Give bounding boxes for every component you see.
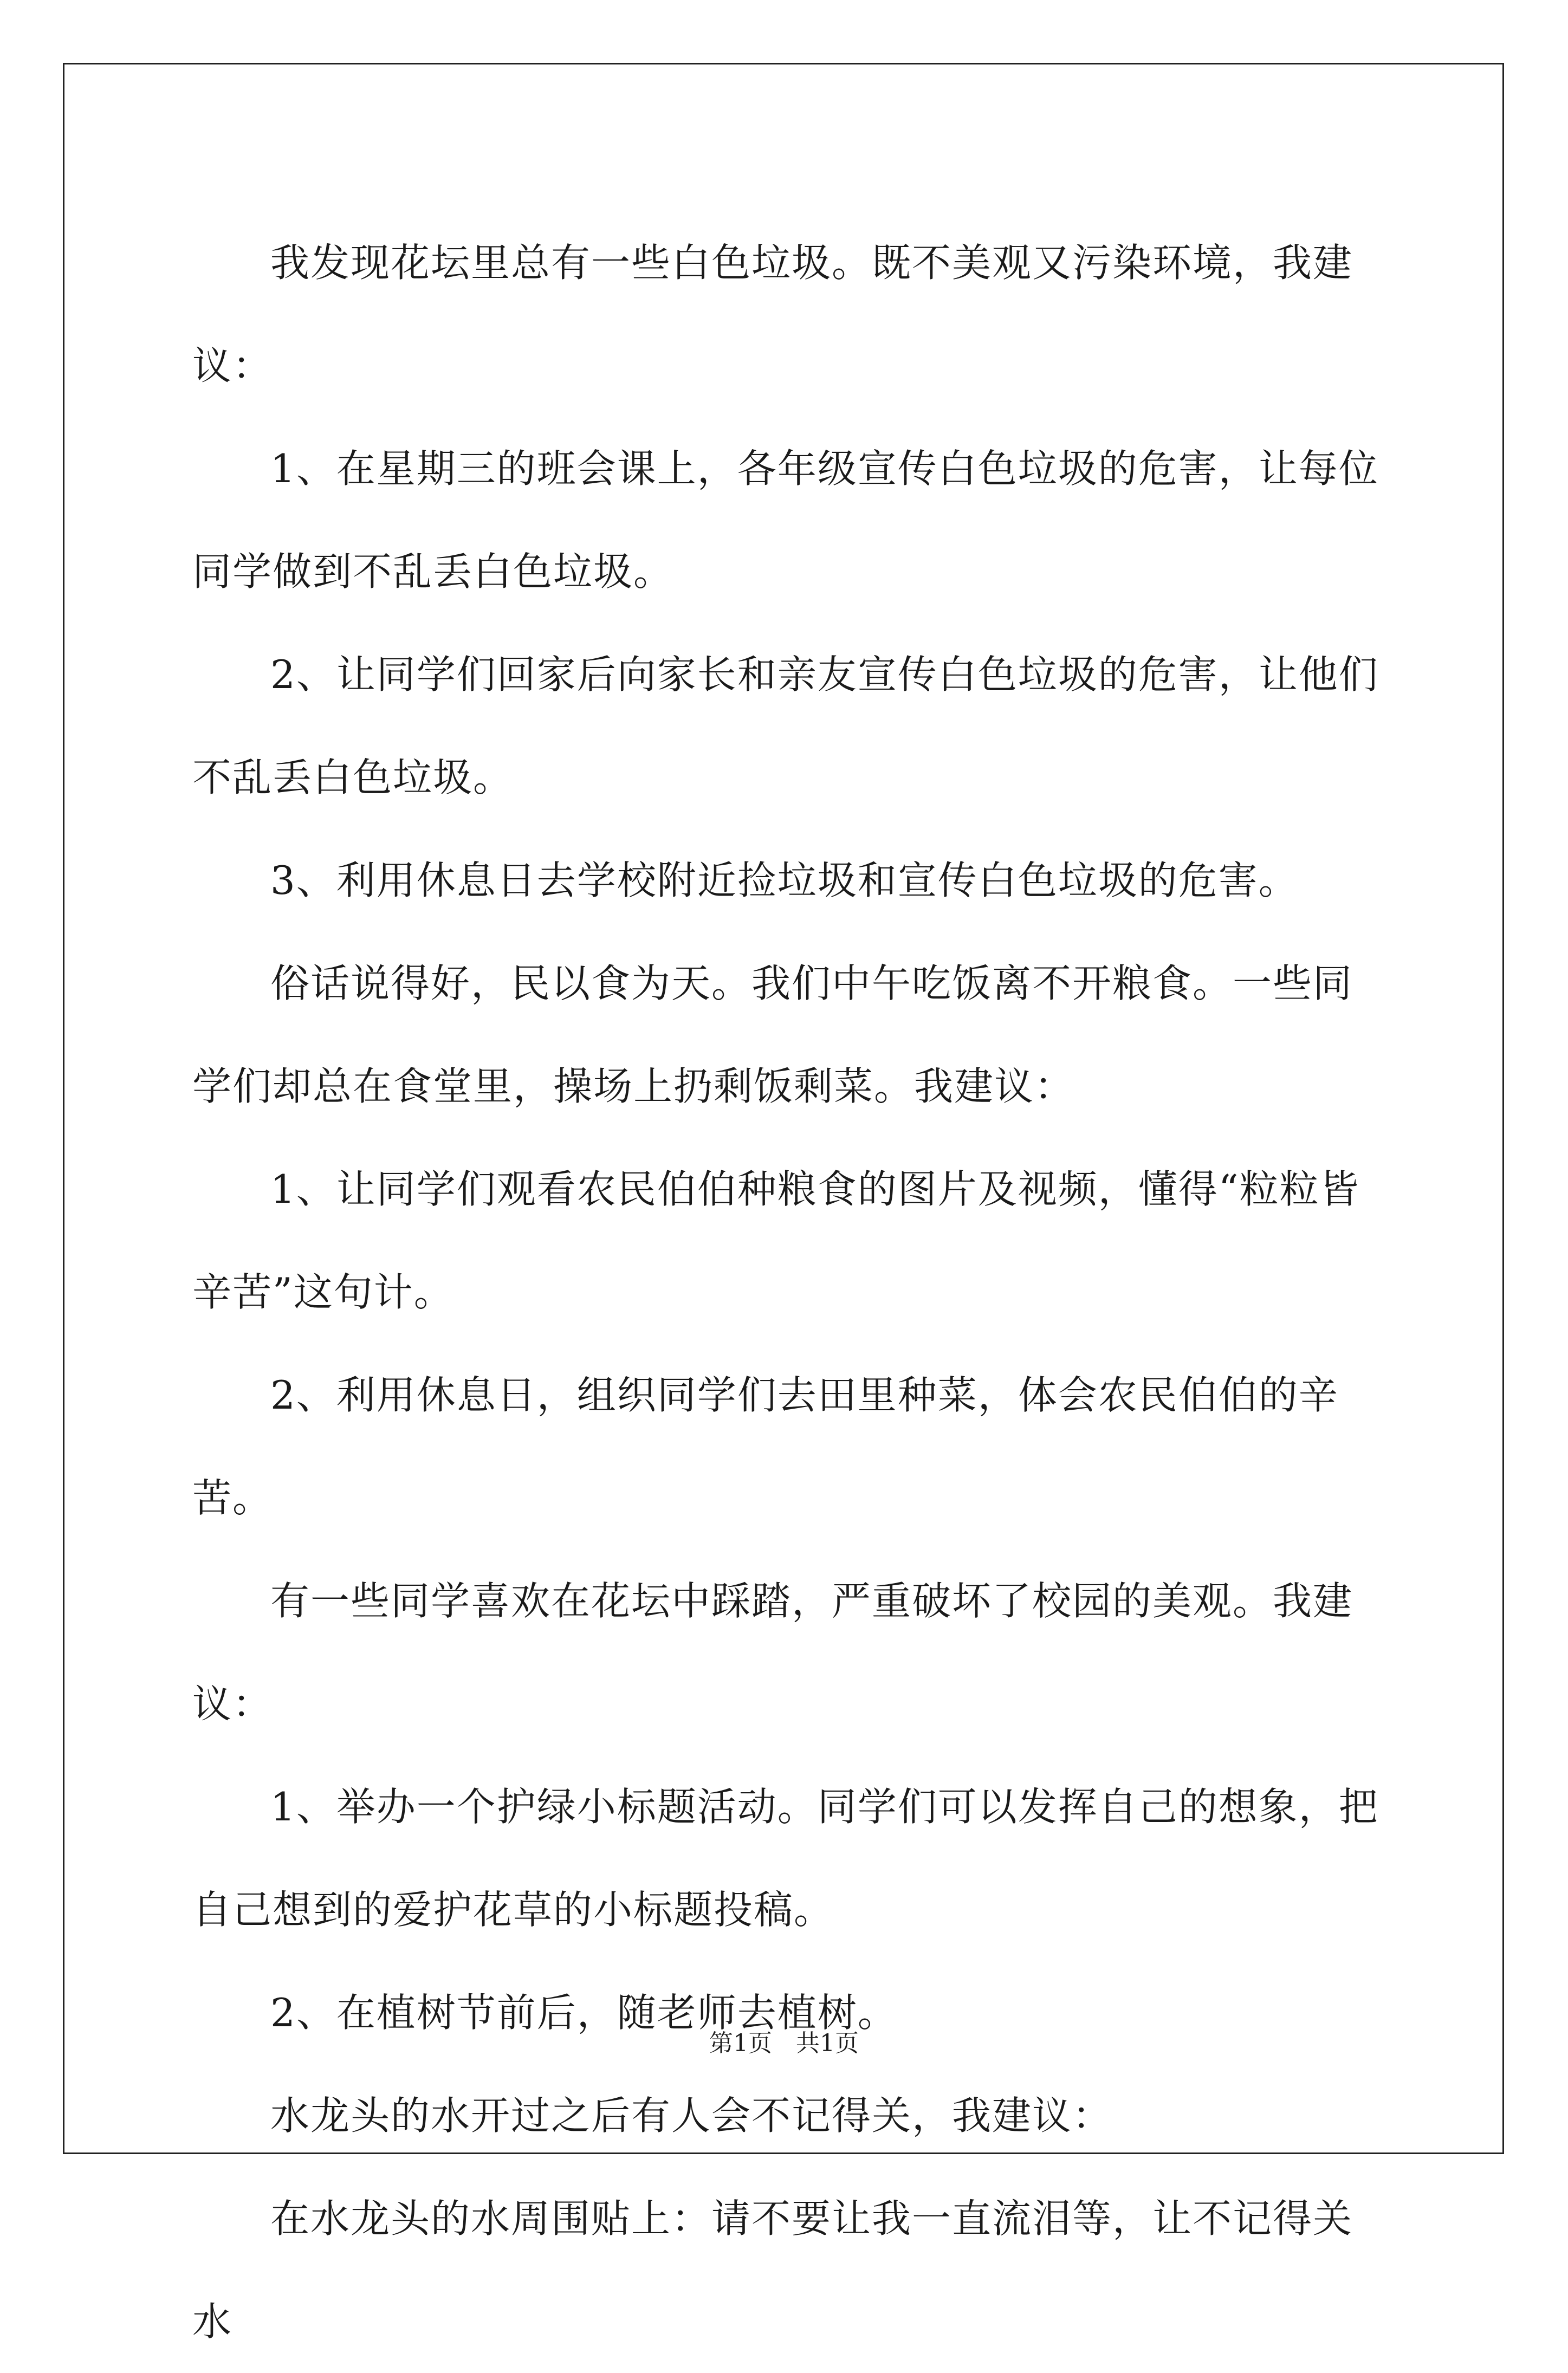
paragraph: 2、让同学们回家后向家长和亲友宣传白色垃圾的危害，让他们不乱丢白色垃圾。 xyxy=(192,652,1379,800)
paragraph: 1、举办一个护绿小标题活动。同学们可以发挥自己的想象，把自己想到的爱护花草的小标题投稿。 xyxy=(192,1784,1379,1933)
paragraph: 我发现花坛里总有一些白色垃圾。既不美观又污染环境，我建议： xyxy=(192,240,1353,388)
paragraph: 俗话说得好，民以食为天。我们中午吃饭离不开粮食。一些同学们却总在食堂里，操场上扔剩饭剩菜。我建议： xyxy=(192,961,1353,1109)
paragraph: 2、在植树节前后，随老师去植树。 xyxy=(270,1990,898,2035)
paragraph: 有一些同学喜欢在花坛中踩踏，严重破坏了校园的美观。我建议： xyxy=(192,1578,1353,1727)
paragraph: 3、利用休息日去学校附近捡垃圾和宣传白色垃圾的危害。 xyxy=(270,858,1299,903)
paragraph: 1、让同学们观看农民伯伯种粮食的图片及视频，懂得“粒粒皆辛苦”这句计。 xyxy=(192,1166,1360,1315)
page-footer: 第1页 共1页 xyxy=(709,2030,859,2057)
paragraph: 在水龙头的水周围贴上：请不要让我一直流泪等，让不记得关水 xyxy=(192,2196,1353,2344)
paragraph: 1、在星期三的班会课上，各年级宣传白色垃圾的危害，让每位同学做到不乱丢白色垃圾。 xyxy=(192,446,1379,594)
paragraph: 2、利用休息日，组织同学们去田里种菜，体会农民伯伯的辛苦。 xyxy=(192,1372,1339,1521)
paragraph: 水龙头的水开过之后有人会不记得关，我建议： xyxy=(270,2093,1113,2138)
